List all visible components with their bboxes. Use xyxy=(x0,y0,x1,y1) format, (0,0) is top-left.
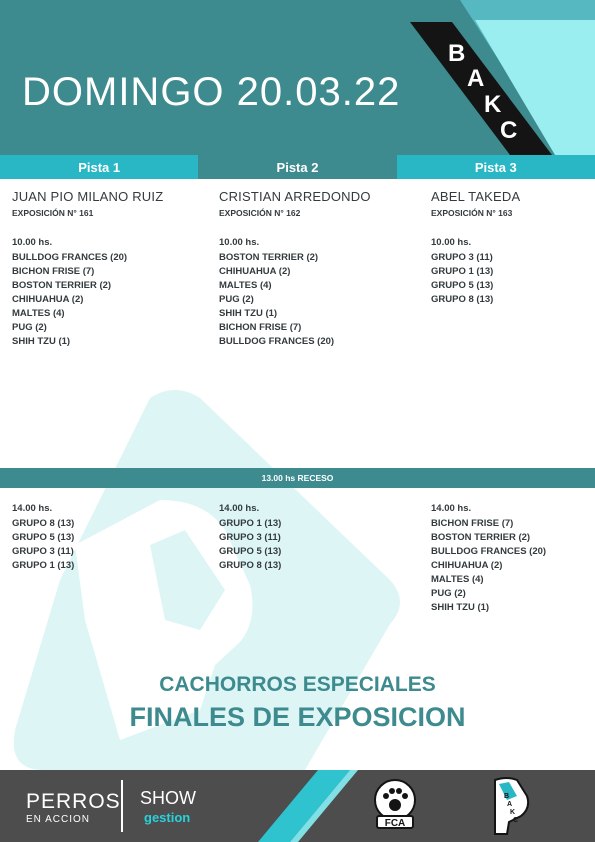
svg-text:B: B xyxy=(504,793,510,800)
brand-en-accion: EN ACCION xyxy=(26,814,91,825)
list-item: BOSTON TERRIER (2) xyxy=(219,252,319,263)
footer-divider xyxy=(121,780,123,832)
list-item: SHIH TZU (1) xyxy=(219,308,278,319)
specials-heading: CACHORROS ESPECIALES xyxy=(159,673,436,696)
judge-name: JUAN PIO MILANO RUIZ xyxy=(12,189,164,204)
bakc-logo-letter-a: A xyxy=(467,65,485,92)
bakc-logo-letter-k: K xyxy=(484,91,502,118)
list-item: BULLDOG FRANCES (20) xyxy=(12,252,128,263)
list-item: GRUPO 8 (13) xyxy=(219,560,282,571)
svg-text:C: C xyxy=(513,817,519,824)
list-item: BICHON FRISE (7) xyxy=(219,322,302,333)
svg-text:FCA: FCA xyxy=(384,818,406,829)
list-item: PUG (2) xyxy=(12,322,47,333)
list-item: GRUPO 1 (13) xyxy=(219,518,282,529)
list-item: MALTES (4) xyxy=(12,308,65,319)
column-pista-2 xyxy=(219,189,409,349)
column-pista-1 xyxy=(12,189,202,349)
list-item: GRUPO 1 (13) xyxy=(12,560,75,571)
list-item: GRUPO 5 (13) xyxy=(219,546,282,557)
footer xyxy=(0,770,595,842)
judge-name: CRISTIAN ARREDONDO xyxy=(219,189,371,204)
list-item: MALTES (4) xyxy=(219,280,272,291)
receso-bar: 13.00 hs RECESO xyxy=(0,468,595,488)
exposition-number: EXPOSICIÓN N° 161 xyxy=(12,208,94,218)
list-item: SHIH TZU (1) xyxy=(12,336,71,347)
list-item: CHIHUAHUA (2) xyxy=(12,294,84,305)
page-title: DOMINGO 20.03.22 xyxy=(22,70,401,114)
exposition-number: EXPOSICIÓN N° 162 xyxy=(219,208,301,218)
afternoon-time: 14.00 hs. xyxy=(12,503,53,514)
list-item: BULLDOG FRANCES (20) xyxy=(431,546,547,557)
morning-time: 10.00 hs. xyxy=(219,237,260,248)
list-item: SHIH TZU (1) xyxy=(431,602,490,613)
list-item: BULLDOG FRANCES (20) xyxy=(219,336,335,347)
list-item: GRUPO 3 (11) xyxy=(431,252,493,263)
svg-text:A: A xyxy=(507,801,513,808)
list-item: BICHON FRISE (7) xyxy=(12,266,95,277)
pista-tabs xyxy=(0,155,595,179)
judge-name: ABEL TAKEDA xyxy=(431,189,521,204)
exposition-number: EXPOSICIÓN N° 163 xyxy=(431,208,513,218)
fca-logo-icon xyxy=(370,778,420,834)
bakc-logo-letter-c: C xyxy=(500,117,518,144)
list-item: GRUPO 8 (13) xyxy=(12,518,75,529)
list-item: BOSTON TERRIER (2) xyxy=(431,532,531,543)
brand-gestion: gestion xyxy=(144,810,191,825)
tab-pista-1: Pista 1 xyxy=(0,155,198,179)
morning-time: 10.00 hs. xyxy=(431,237,472,248)
afternoon-pista-2 xyxy=(219,503,409,573)
tab-pista-2: Pista 2 xyxy=(198,155,396,179)
list-item: GRUPO 3 (11) xyxy=(12,546,74,557)
list-item: GRUPO 5 (13) xyxy=(431,280,494,291)
brand-show: SHOW xyxy=(140,788,196,808)
list-item: CHIHUAHUA (2) xyxy=(431,560,503,571)
tab-pista-3: Pista 3 xyxy=(397,155,595,179)
list-item: BICHON FRISE (7) xyxy=(431,518,514,529)
bakc-badge-icon xyxy=(487,776,535,836)
column-pista-3 xyxy=(431,189,595,307)
afternoon-time: 14.00 hs. xyxy=(219,503,260,514)
list-item: PUG (2) xyxy=(431,588,466,599)
list-item: GRUPO 5 (13) xyxy=(12,532,75,543)
list-item: GRUPO 1 (13) xyxy=(431,266,494,277)
afternoon-pista-1 xyxy=(12,503,202,573)
afternoon-time: 14.00 hs. xyxy=(431,503,472,514)
header-banner xyxy=(0,0,595,155)
morning-time: 10.00 hs. xyxy=(12,237,53,248)
bakc-logo-letter-b: B xyxy=(448,40,466,67)
list-item: BOSTON TERRIER (2) xyxy=(12,280,112,291)
list-item: PUG (2) xyxy=(219,294,254,305)
brand-perros: PERROS xyxy=(26,790,121,813)
list-item: CHIHUAHUA (2) xyxy=(219,266,291,277)
afternoon-pista-3 xyxy=(431,503,595,615)
finals-heading: FINALES DE EXPOSICION xyxy=(129,702,466,732)
list-item: GRUPO 3 (11) xyxy=(219,532,281,543)
svg-text:K: K xyxy=(510,809,516,816)
list-item: GRUPO 8 (13) xyxy=(431,294,494,305)
list-item: MALTES (4) xyxy=(431,574,484,585)
